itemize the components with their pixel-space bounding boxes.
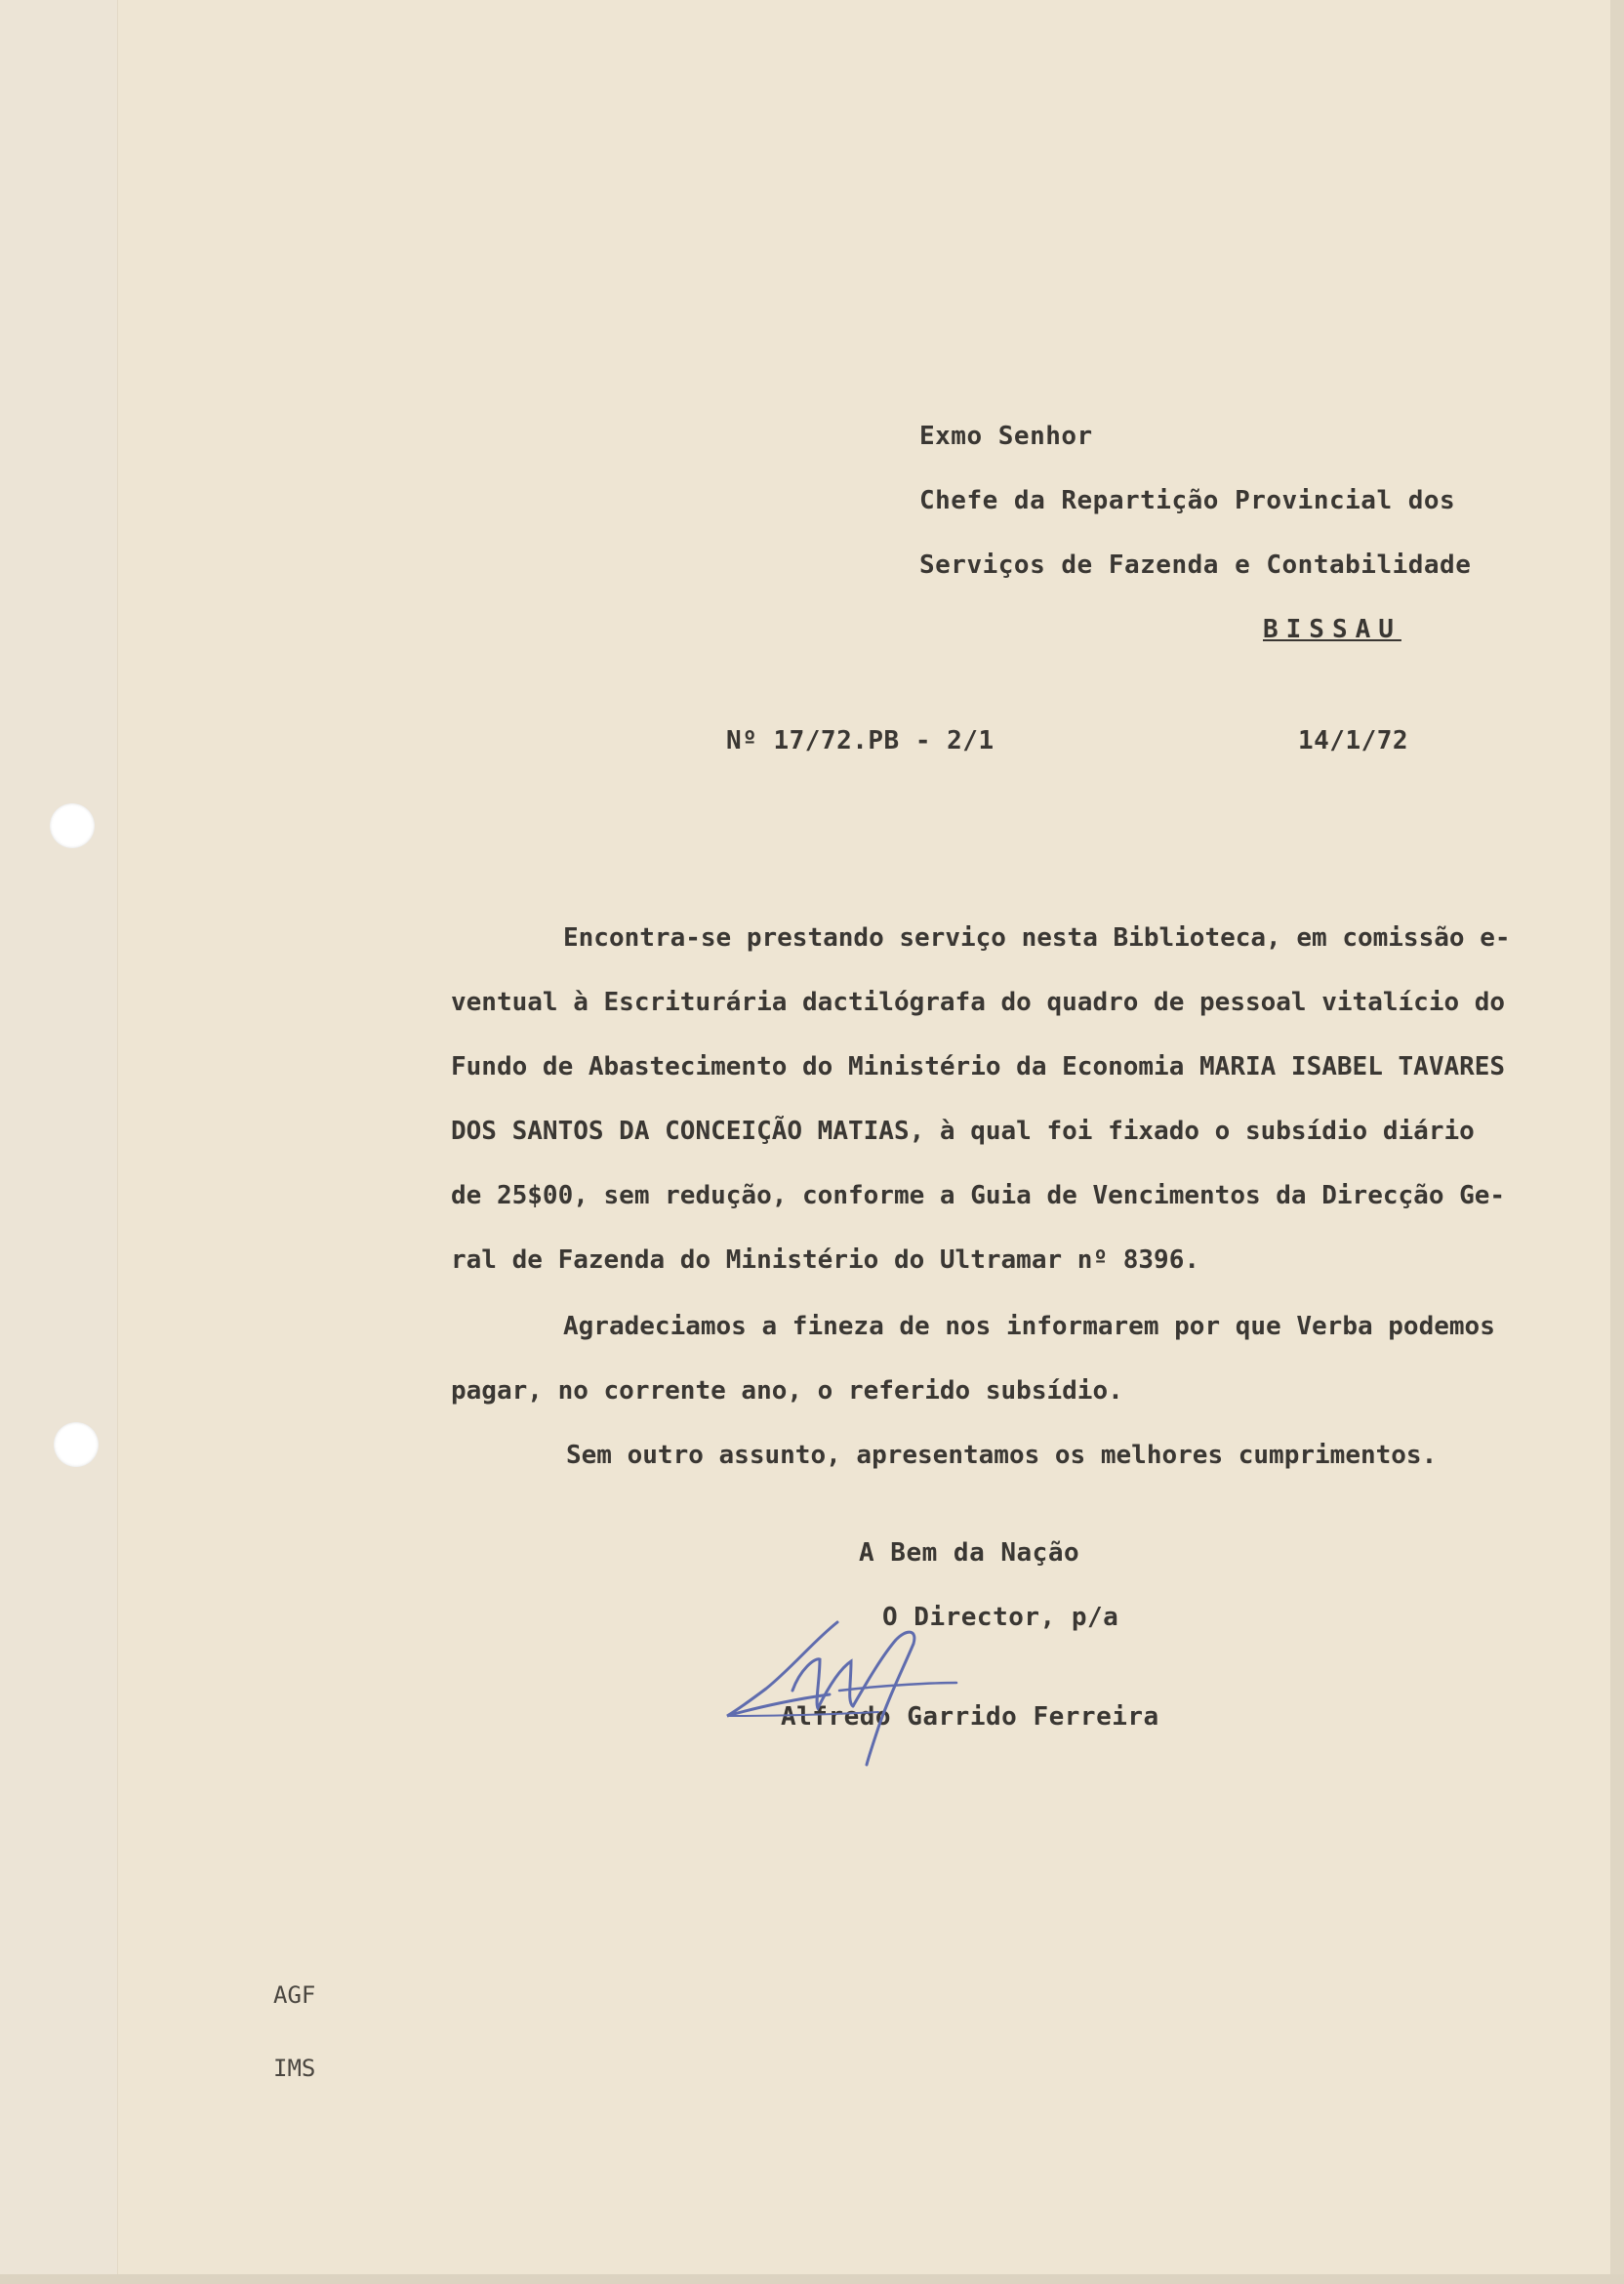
addressee-line-1: Chefe da Repartição Provincial dos [919,486,1456,515]
page-bottom-edge [0,2274,1624,2284]
punch-hole-bottom [54,1422,99,1467]
page-left-margin [0,0,118,2284]
addressee-city: BISSAU [1263,615,1401,644]
body-line: Agradeciamos a fineza de nos informarem por que Verba podemos [563,1312,1495,1341]
body-line: Encontra-se prestando serviço nesta Biblioteca, em comissão e- [563,923,1511,953]
body-line: ventual à Escriturária dactilógrafa do quadro de pessoal vitalício do [451,988,1506,1017]
closing-motto: A Bem da Nação [859,1538,1080,1568]
reference-date: 14/1/72 [1298,726,1409,755]
body-line: Fundo de Abastecimento do Ministério da Economia MARIA ISABEL TAVARES [451,1052,1506,1081]
reference-number: Nº 17/72.PB - 2/1 [726,726,995,755]
body-line: DOS SANTOS DA CONCEIÇÃO MATIAS, à qual foi fixado o subsídio diário [451,1117,1475,1146]
typist-initials: IMS [273,2055,316,2082]
handwritten-signature [722,1601,1074,1767]
author-initials: AGF [273,1981,316,2009]
signer-name: Alfredo Garrido Ferreira [781,1702,1159,1732]
closing-title: O Director, p/a [882,1603,1119,1632]
addressee-salutation: Exmo Senhor [919,422,1093,451]
page-right-edge [1610,0,1624,2284]
punch-hole-top [50,803,95,848]
addressee-line-2: Serviços de Fazenda e Contabilidade [919,551,1472,580]
body-line: pagar, no corrente ano, o referido subsídio. [451,1376,1123,1406]
body-line: Sem outro assunto, apresentamos os melhores cumprimentos. [566,1441,1438,1470]
body-line: ral de Fazenda do Ministério do Ultramar nº 8396. [451,1245,1200,1275]
body-line: de 25$00, sem redução, conforme a Guia de Vencimentos da Direcção Ge- [451,1181,1506,1210]
